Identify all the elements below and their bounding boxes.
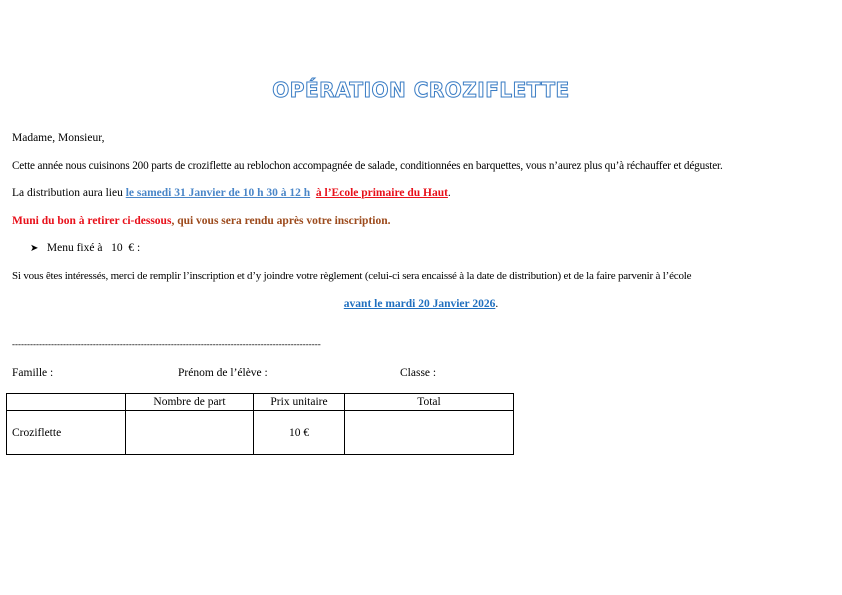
cell-total[interactable]	[345, 411, 514, 455]
table-header-row	[7, 394, 514, 411]
label-classe: Classe :	[400, 367, 437, 379]
distribution-prefix: La distribution aura lieu	[12, 187, 126, 199]
greeting: Madame, Monsieur,	[12, 132, 105, 144]
cell-unit-price: 10 €	[254, 411, 345, 455]
cell-quantity[interactable]	[126, 411, 254, 455]
distribution-place: à l’Ecole primaire du Haut	[315, 187, 448, 199]
header-unit-price: Prix unitaire	[254, 394, 345, 411]
menu-bullet-item	[30, 241, 140, 256]
header-total: Total	[345, 394, 514, 411]
distribution-date: le samedi 31 Janvier de 10 h 30 à 12 h	[125, 187, 311, 199]
paragraph-voucher	[12, 214, 391, 228]
offer-text-2: accompagnée de salade, conditionnées en barquettes, vous n’aurez plus qu’à réchauffer et déguster.	[293, 160, 723, 172]
menu-price: 10	[111, 242, 123, 254]
deadline-suffix: .	[495, 298, 499, 310]
label-famille: Famille :	[12, 367, 54, 379]
table-row	[7, 411, 514, 455]
distribution-suffix: .	[447, 187, 451, 199]
cell-item: Croziflette	[7, 411, 126, 455]
deadline-date: avant le mardi 20 Janvier 2026	[343, 298, 496, 310]
header-quantity: Nombre de part	[126, 394, 254, 411]
paragraph-distribution	[12, 186, 451, 200]
voucher-red-text: Muni du bon à retirer ci-dessous	[12, 215, 172, 227]
menu-label: Menu fixé à	[46, 242, 103, 254]
header-empty	[7, 394, 126, 411]
cut-line: -------------------------------------------------------------------------------------------------------	[12, 339, 321, 349]
arrow-bullet-icon: ➤	[30, 243, 39, 254]
paragraph-instructions: Si vous êtes intéressés, merci de remplir l’inscription et d’y joindre votre règlement (celui-ci sera encaissé à la date de distribution) et de la faire parvenir à l’école	[12, 270, 692, 282]
menu-currency: € :	[128, 242, 141, 254]
order-table	[6, 393, 514, 455]
deadline	[0, 297, 842, 311]
voucher-brown-text: , qui vous sera rendu après votre inscription.	[171, 215, 391, 227]
label-prenom: Prénom de l’élève :	[178, 367, 268, 379]
paragraph-offer	[12, 159, 723, 173]
page-title: OPÉRATION CROZIFLETTE	[272, 78, 570, 102]
offer-text-1: Cette année nous cuisinons 200 parts de croziflette au reblochon	[12, 160, 294, 172]
